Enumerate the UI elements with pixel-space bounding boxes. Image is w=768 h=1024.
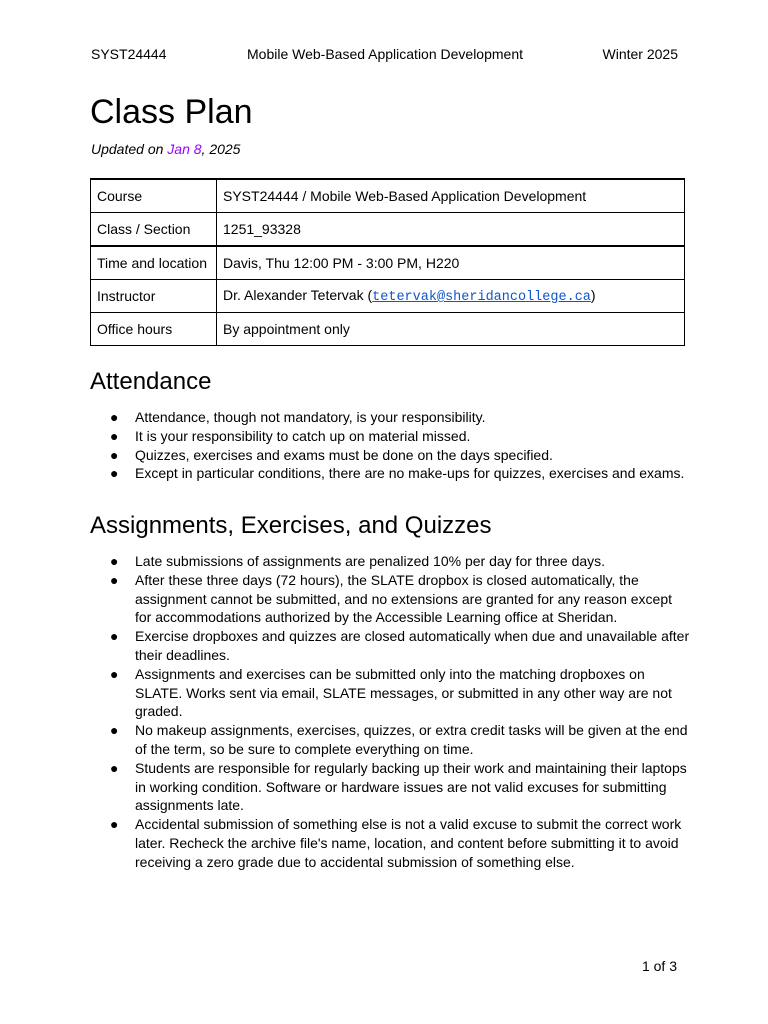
list-item-text: Quizzes, exercises and exams must be done on the days specified. [135, 446, 553, 463]
list-item-text: Assignments and exercises can be submitted only into the matching dropboxes on SLATE. Works sent via email, SLATE messages, or submitted in any other way are not graded. [135, 665, 672, 720]
bullet-icon: ● [110, 571, 119, 588]
course-info-table [90, 178, 685, 346]
instructor-name: Dr. Alexander Tetervak ( [223, 287, 373, 303]
list-item-text: Accidental submission of something else is not a valid excuse to submit the correct work later. Recheck the archive file's name, location, and content before submitting it to avoid receiving a zero grade due to accidental submission of something else. [135, 816, 682, 870]
list-item [91, 627, 691, 665]
row-label-time-location: Time and location [91, 246, 217, 280]
list-item-text: Attendance, though not mandatory, is your responsibility. [135, 409, 486, 425]
instructor-close-paren: ) [590, 287, 596, 303]
bullet-icon: ● [110, 465, 119, 482]
row-value-time-location: Davis, Thu 12:00 PM - 3:00 PM, H220 [217, 246, 685, 280]
list-item [91, 721, 691, 759]
list-item [91, 665, 691, 721]
list-item-text: No makeup assignments, exercises, quizzes, or extra credit tasks will be given at the end of the term, so be sure to complete everything on time. [135, 722, 688, 757]
table-row [91, 213, 685, 247]
updated-line [91, 141, 240, 158]
list-item [91, 552, 691, 571]
assignments-heading: Assignments, Exercises, and Quizzes [90, 512, 492, 539]
bullet-icon: ● [110, 816, 119, 833]
row-label-office-hours: Office hours [91, 313, 217, 346]
list-item-text: It is your responsibility to catch up on material missed. [135, 427, 471, 444]
updated-prefix: Updated on [91, 141, 168, 157]
bullet-icon: ● [110, 427, 119, 444]
attendance-list [91, 408, 691, 483]
table-row [91, 280, 685, 313]
list-item [91, 408, 691, 427]
row-label-course: Course [91, 179, 217, 213]
list-item-text: Late submissions of assignments are penalized 10% per day for three days. [135, 553, 606, 569]
header-course-name: Mobile Web-Based Application Development [247, 46, 524, 62]
list-item-text: Students are responsible for regularly backing up their work and maintaining their laptops in working condition. Software or hardware issues are not valid excuses for submitting assignments late. [135, 759, 687, 814]
bullet-icon: ● [110, 628, 119, 645]
list-item [91, 759, 691, 815]
bullet-icon: ● [110, 446, 119, 463]
bullet-icon: ● [110, 409, 119, 425]
page-title: Class Plan [90, 93, 253, 131]
list-item [91, 464, 691, 483]
row-value-office-hours: By appointment only [217, 313, 685, 346]
row-value-instructor [217, 280, 685, 313]
instructor-email-link[interactable]: tetervak@sheridancollege.ca [372, 290, 591, 305]
list-item [91, 815, 691, 871]
updated-date-link[interactable]: Jan 8 [167, 141, 202, 157]
bullet-icon: ● [110, 759, 119, 776]
row-label-section: Class / Section [91, 213, 217, 247]
row-value-section: 1251_93328 [217, 213, 685, 247]
attendance-heading: Attendance [90, 368, 212, 395]
row-label-instructor: Instructor [91, 280, 217, 313]
bullet-icon: ● [110, 722, 119, 739]
table-row [91, 179, 685, 213]
table-row [91, 313, 685, 346]
table-row [91, 246, 685, 280]
list-item [91, 427, 691, 446]
header-term: Winter 2025 [602, 46, 678, 62]
updated-suffix: , 2025 [201, 141, 241, 157]
list-item [91, 571, 691, 627]
assignments-list [91, 552, 691, 872]
bullet-icon: ● [110, 553, 119, 569]
list-item-text: Except in particular conditions, there are no make-ups for quizzes, exercises and exams. [135, 465, 685, 482]
header-course-code: SYST24444 [91, 46, 167, 62]
list-item-text: After these three days (72 hours), the SLATE dropbox is closed automatically, the assignment cannot be submitted, and no extensions are granted for any reason except for accommodations authorized by the Accessible Learning office at Sheridan. [135, 571, 673, 626]
bullet-icon: ● [110, 665, 119, 682]
list-item-text: Exercise dropboxes and quizzes are closed automatically when due and unavailable after their deadlines. [135, 628, 690, 663]
row-value-course: SYST24444 / Mobile Web-Based Application Development [217, 179, 685, 213]
list-item [91, 446, 691, 465]
page-number: 1 of 3 [641, 958, 677, 974]
